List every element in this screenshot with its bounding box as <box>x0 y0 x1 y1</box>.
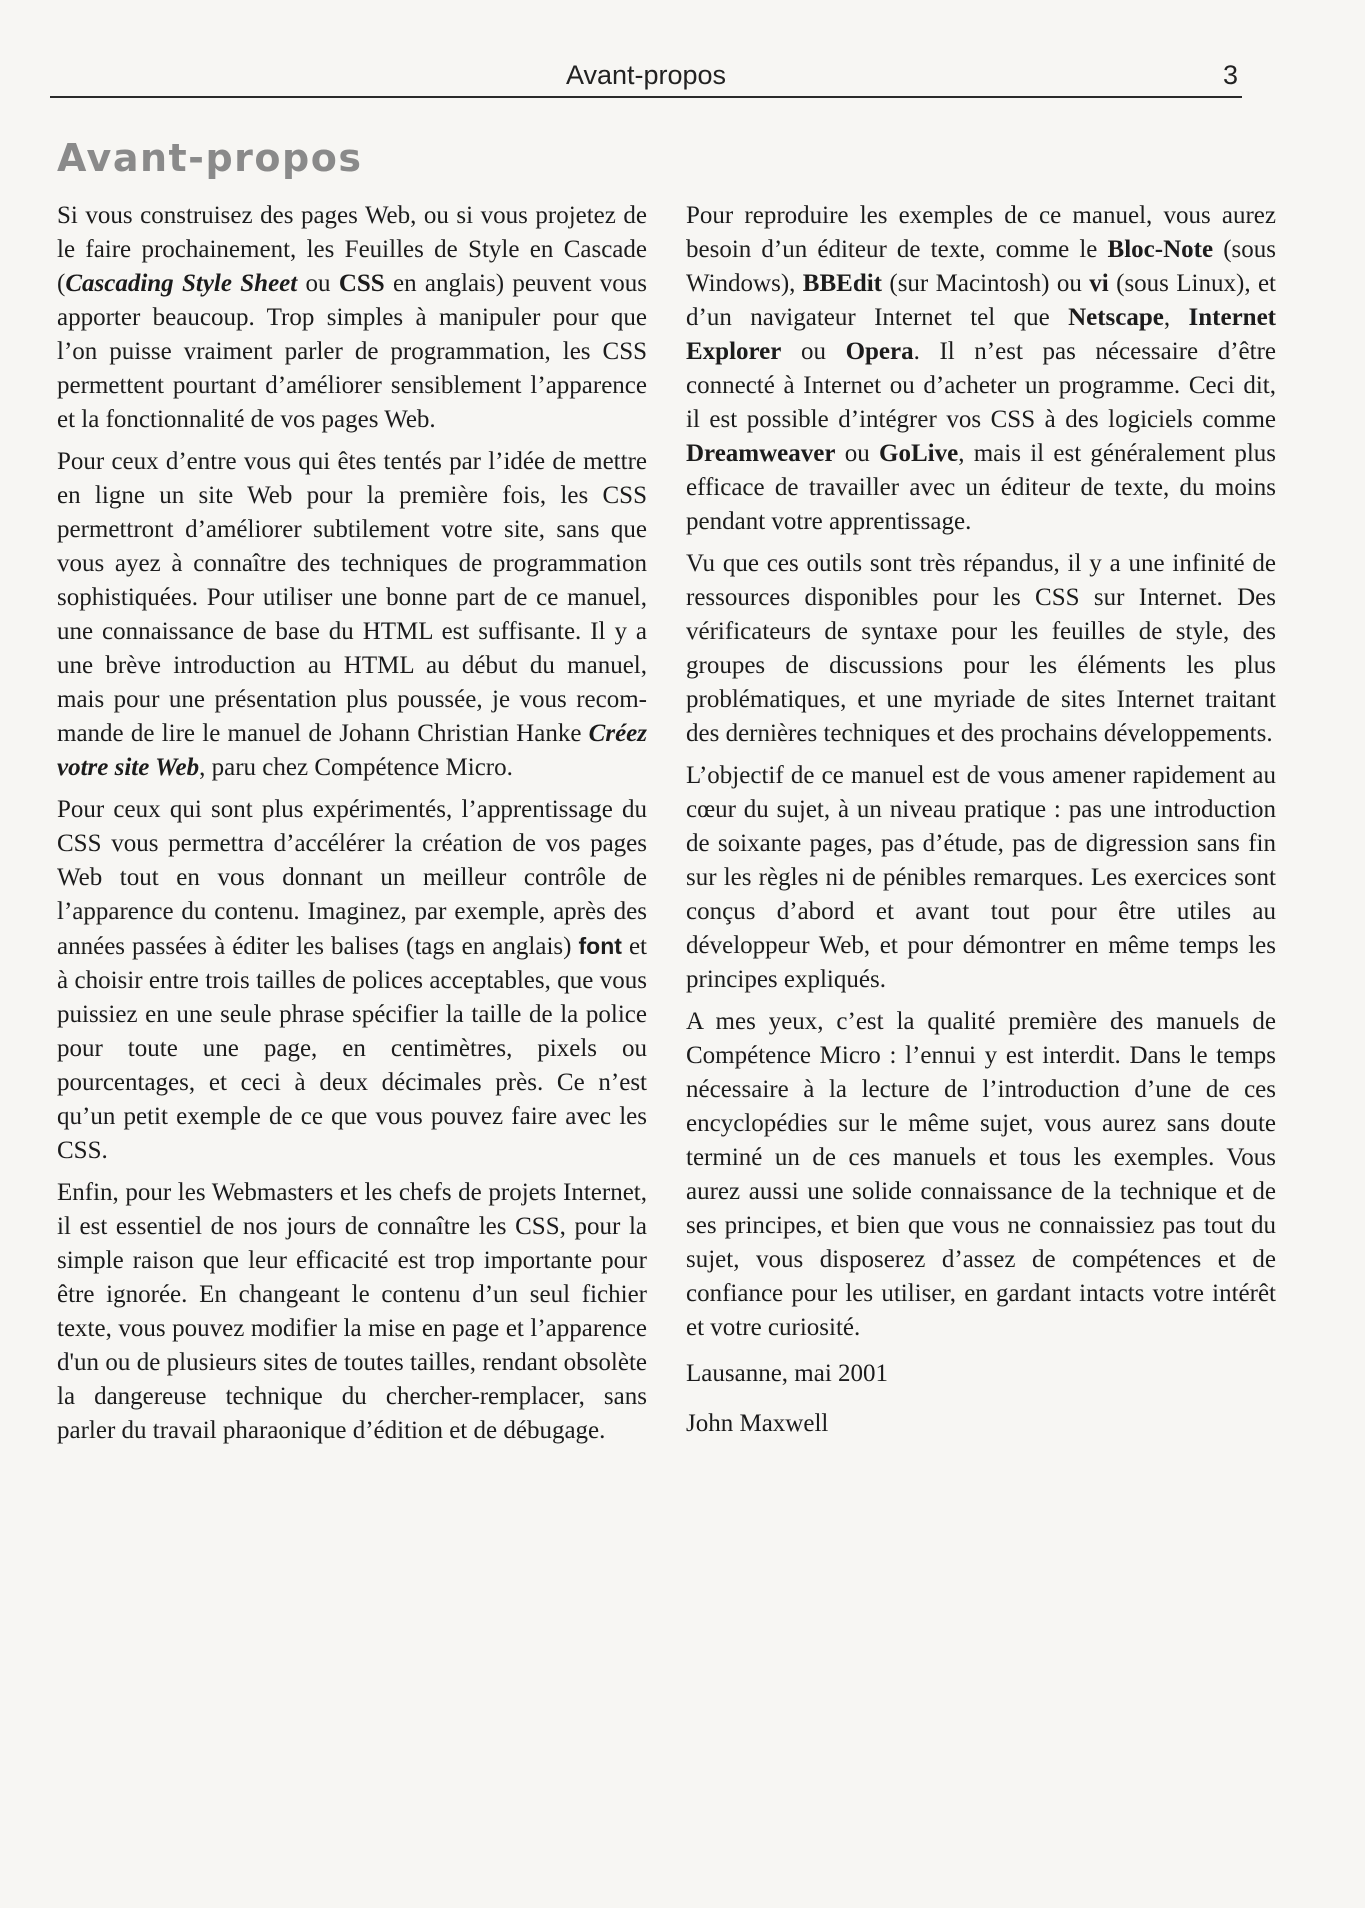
place-date: Lausanne, mai 2001 <box>686 1360 889 1387</box>
left-column <box>57 199 647 1456</box>
right-column <box>686 199 1276 1453</box>
author-name: John Maxwell <box>686 1410 829 1437</box>
paragraph-experienced: Pour ceux qui sont plus expérimentés, l’apprentissage du CSS vous permettra d’accélérer la création de vos pages Web tout en vous donnant un meilleur contrôle de l’apparence du contenu. Imaginez, par exemple, après des années passées à éditer les balises (tags en anglais) font et à choisir entre trois tailles de polices acceptables, que vous puissiez en une seule phrase spécifier la taille de la police pour toute une page, en centimètres, pixels ou pourcentages, et ceci à deux décimales près. Ce n’est qu’un petit exemple de ce que vous pouvez faire avec les CSS. <box>57 796 647 1164</box>
paragraph-tools: Pour reproduire les exemples de ce manuel, vous aurez besoin d’un éditeur de texte, comme le Bloc-Note (sous Windows), BBEdit (sur Macintosh) ou vi (sous Linux), et d’un navigateur Internet tel que Netscape, Internet Explorer ou Opera. Il n’est pas nécessaire d’être connecté à Internet ou d’acheter un programme. Ceci dit, il est possible d’intégrer vos CSS à des logiciels comme Dreamweaver ou GoLive, mais il est généralement plus efficace de travailler avec un éditeur de texte, du moins pendant votre apprentissage. <box>686 202 1277 535</box>
book-title-reference: Créez votre site Web <box>57 720 647 781</box>
running-header <box>50 60 1242 98</box>
paragraph-quality: A mes yeux, c’est la qualité première des manuels de Compétence Micro : l’ennui y est interdit. Dans le temps nécessaire à la lecture de l’introduction d’une de ces encyclopédies sur le même sujet, vous aurez sans doute terminé un de ces manuels et tous les exemples. Vous aurez aussi une solide connaissance de la technique et de ses principes, et bien que vous ne connaissiez pas tout du sujet, vous disposerez d’assez de compétences et de confiance pour les utiliser, en gardant intacts votre intérêt et votre curiosité. <box>686 1008 1276 1341</box>
section-title: Avant-propos <box>57 136 363 180</box>
paragraph-intro: Si vous construisez des pages Web, ou si vous projetez de le faire prochainement, les Feuilles de Style en Cascade (Cascading Style Sheet ou CSS en anglais) peuvent vous apporter beaucoup. Trop simples à manipuler pour que l’on puisse vraiment parler de programmation, les CSS permettent pourtant d’améliorer sensiblement l’apparence et la fonctionnalité de vos pages Web. <box>57 202 647 433</box>
running-header-title: Avant-propos <box>565 60 727 90</box>
page-number: 3 <box>1222 60 1238 90</box>
code-font-tag: font <box>578 933 622 959</box>
paragraph-webmasters: Enfin, pour les Webmasters et les chefs de projets Internet, il est essentiel de nos jours de connaître les CSS, pour la simple raison que leur efficacité est trop importante pour être ignorée. En changeant le contenu d’un seul fichier texte, vous pouvez modifier la mise en page et l’apparence d'un ou de plusieurs sites de toutes tailles, rendant obsolète la dangereuse technique du chercher-remplacer, sans parler du travail pharaonique d’édition et de débugage. <box>57 1179 647 1444</box>
signature-block <box>686 1353 1276 1445</box>
emphasis-css: CSS <box>338 270 385 297</box>
emphasis-cascading-style-sheet: Cascading Style Sheet <box>65 270 298 297</box>
paragraph-beginners: Pour ceux d’entre vous qui êtes tentés par l’idée de mettre en ligne un site Web pour la première fois, les CSS permettront d’améliorer subtilement votre site, sans que vous ayez à connaître des techniques de programmation sophistiquées. Pour utiliser une bonne part de ce manuel, une connaissance de base du HTML est suffisante. Il y a une brève introduction au HTML au début du manuel, mais pour une présentation plus poussée, je vous recommande de lire le manuel de Johann Christian Hanke Créez votre site Web, paru chez Compétence Micro. <box>57 448 647 781</box>
paragraph-objective: L’objectif de ce manuel est de vous amener rapidement au cœur du sujet, à un niveau pratique : pas une introduction de soixante pages, pas d’étude, pas de digression sans fin sur les règles ni de pénibles remarques. Les exercices sont conçus d’abord et avant tout pour être utiles au développeur Web, et pour démontrer en même temps les principes expliqués. <box>686 762 1276 993</box>
paragraph-resources: Vu que ces outils sont très répandus, il y a une infinité de ressources disponibles pour les CSS sur Internet. Des vérificateurs de syntaxe pour les feuilles de style, des groupes de discussions pour les éléments les plus problématiques, et une myriade de sites Internet traitant des dernières techniques et des prochains développements. <box>686 550 1276 747</box>
